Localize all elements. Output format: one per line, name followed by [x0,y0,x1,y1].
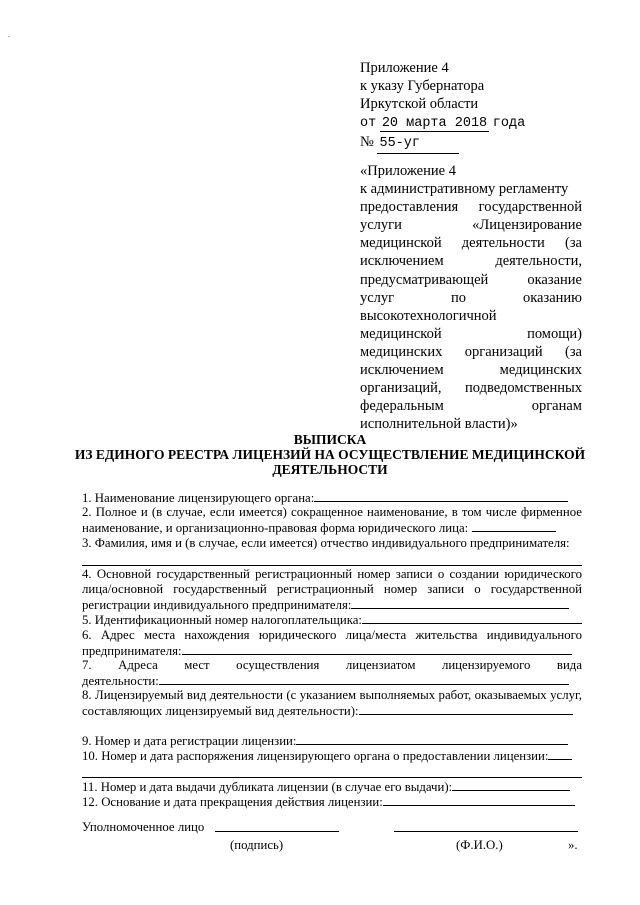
item-8-label: составляющих лицензируемый вид деятельности): [82,704,359,719]
item-4-label: регистрации индивидуального предпринимателя: [82,598,352,613]
item-5-label: 5. Идентификационный номер налогоплательщика: [82,613,362,628]
item-5 [82,612,582,627]
item-2-blank [472,520,556,532]
item-7-blank [159,673,569,685]
item-8-line-2 [82,703,582,718]
annex-line: услуг по оказанию [360,289,582,306]
item-2-label: наименование, и организационно-правовая форма юридического лица: [82,521,469,536]
date-suffix: года [492,116,526,131]
annex-line: медицинских организаций (за [360,343,582,360]
item-10-blank [548,748,572,760]
number-value: 55-уг [377,135,459,154]
annex-line: федеральным органам [360,398,582,415]
document-title [60,432,600,477]
item-9-blank [296,733,568,745]
signature-line [215,831,339,832]
closing-quote: ». [568,838,578,852]
item-10-label: 10. Номер и дата распоряжения лицензирующего органа о предоставлении лицензии: [82,748,549,763]
annex-line: медицинской помощи) [360,325,582,342]
item-6-line-2 [82,643,582,658]
item-9 [82,733,582,748]
header-line-3: Иркутской области [360,96,479,112]
annex-line: предусматривающей оказание [360,271,582,288]
annex-line: исключением деятельности, [360,253,582,270]
item-10-blank-line [82,763,582,778]
header-date [360,113,582,133]
header-line-2: к указу Губернатора [360,78,485,94]
item-5-blank [362,612,582,624]
item-6-blank [182,643,572,655]
title-line-3: ДЕЯТЕЛЬНОСТИ [272,462,388,477]
scan-mark [8,36,10,37]
annex-line: медицинской деятельности (за [360,235,582,252]
name-line [394,831,578,832]
item-8-line-1: 8. Лицензируемый вид деятельности (с указанием выполняемых работ, оказываемых услуг, [82,688,582,703]
item-4-line-3 [82,597,582,612]
item-11 [82,779,582,794]
signature-block [82,820,582,852]
item-1 [82,490,582,505]
title-line-1: ВЫПИСКА [293,432,367,447]
title-line-2: ИЗ ЕДИНОГО РЕЕСТРА ЛИЦЕНЗИЙ НА ОСУЩЕСТВЛЕНИЕ МЕДИЦИНСКОЙ [74,447,586,462]
annex-line: высокотехнологичной [360,307,497,324]
item-4-line-1: 4. Основной государственный регистрационный номер записи о создании юридического [82,566,582,581]
item-11-blank [452,779,570,791]
annex-line: предоставления государственной [360,199,582,216]
item-2-line-2 [82,520,582,535]
spacer [82,719,582,733]
annex-line: исполнительной власти)» [360,416,518,433]
item-6-label: предпринимателя: [82,643,182,658]
item-7-line-2 [82,673,582,688]
item-12-blank [383,794,575,806]
item-4-blank [351,597,569,609]
item-12 [82,794,582,809]
item-4-line-2: лица/основной государственный регистрационный номер записи о государственной [82,581,582,596]
item-3-blank [82,551,582,566]
name-caption: (Ф.И.О.) [456,838,503,852]
date-value: 20 марта 2018 [381,116,488,131]
authorized-person-label: Уполномоченное лицо [82,820,205,834]
item-7-line-1: 7. Адреса мест осуществления лицензиатом лицензируемого вида [82,657,582,672]
header-number [360,133,582,154]
annex-line: «Приложение 4 [360,163,456,179]
item-1-label: 1. Наименование лицензирующего органа: [82,491,315,505]
item-6-line-1: 6. Адрес места нахождения юридического лица/места жительства индивидуального [82,627,582,642]
item-10 [82,748,582,763]
item-2-line-1: 2. Полное и (в случае, если имеется) сокращенное наименование, в том числе фирменное [82,505,582,520]
date-prefix: от [360,116,377,131]
decree-header [360,59,582,154]
annex-line: исключением медицинских [360,362,582,379]
form-body [82,490,582,809]
annex-line: организаций, подведомственных [360,380,582,397]
annex-block [360,162,582,433]
item-11-label: 11. Номер и дата выдачи дубликата лицензии (в случае его выдачи): [82,780,453,794]
annex-line: услуги «Лицензирование [360,217,582,234]
item-8-blank [359,703,573,715]
item-1-blank [314,490,568,502]
item-12-label: 12. Основание и дата прекращения действия лицензии: [82,795,383,810]
item-7-label: деятельности: [82,674,159,689]
annex-line: к административному регламенту [360,181,569,198]
signature-caption: (подпись) [230,838,284,852]
item-3: 3. Фамилия, имя и (в случае, если имеется) отчество индивидуального предпринимателя: [82,535,570,550]
number-sign: № [360,134,374,150]
item-9-label: 9. Номер и дата регистрации лицензии: [82,733,297,748]
header-line-1: Приложение 4 [360,60,449,76]
